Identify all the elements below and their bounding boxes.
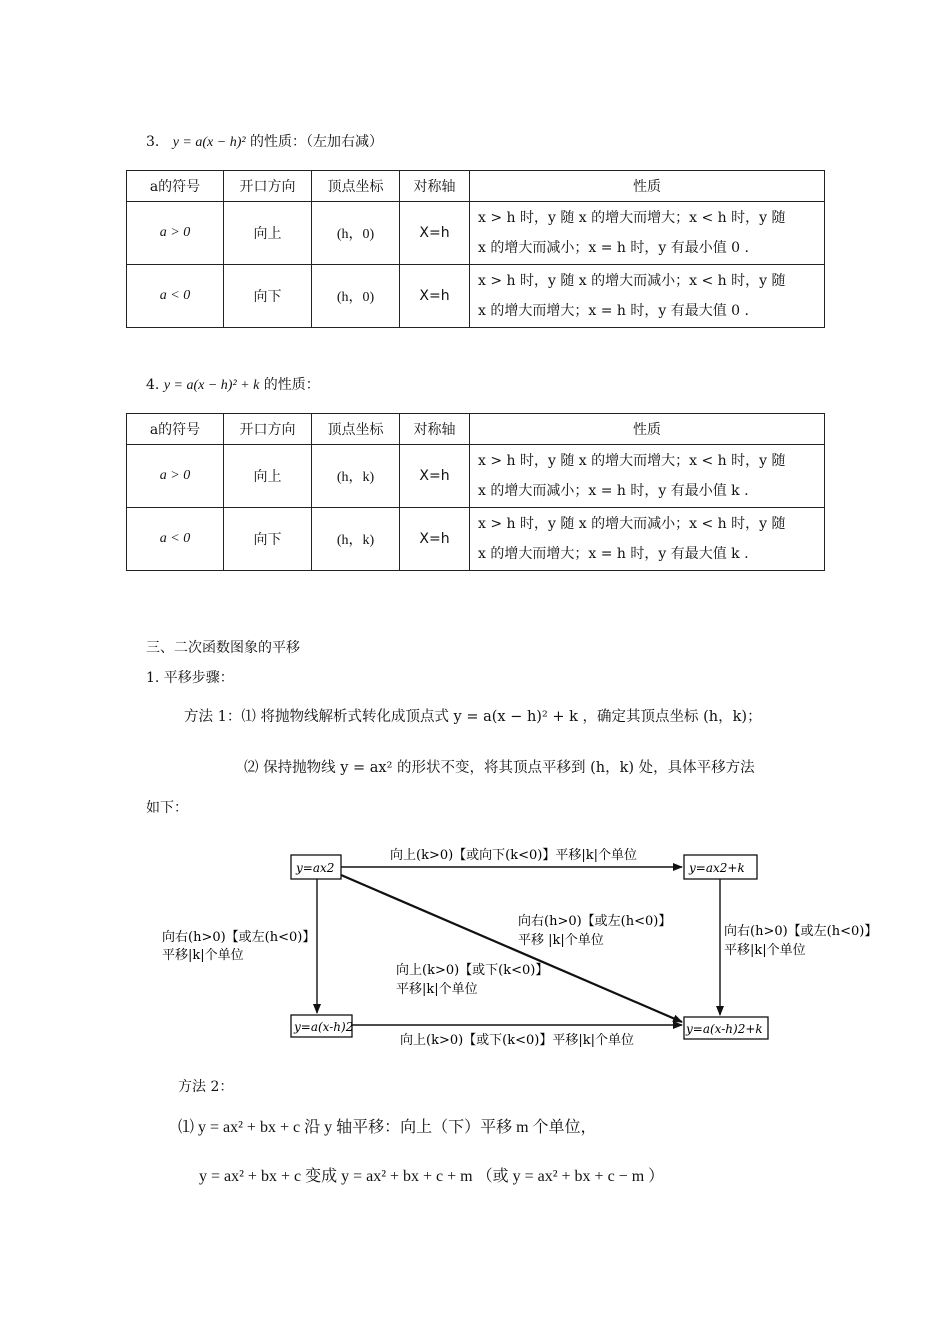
cell-axis: X=h (400, 445, 470, 508)
top-label: 向上(k>0)【或向下(k<0)】平移|k|个单位 (390, 848, 638, 863)
translation-diagram (0, 835, 950, 1075)
cell-axis: X=h (400, 202, 470, 265)
property-line-1: x > h 时，y 随 x 的增大而增大；x < h 时，y 随 (478, 210, 786, 226)
section4-number: 4. (146, 377, 160, 393)
method1-continue: 如下： (146, 800, 188, 816)
box-top-left-label: y=ax2 (296, 861, 335, 875)
property-line-1: x > h 时，y 随 x 的增大而减小；x < h 时，y 随 (478, 273, 786, 289)
diag-label-4: 平移|k|个单位 (396, 982, 478, 997)
table-row (127, 265, 825, 328)
section4-heading (146, 374, 320, 394)
diag-label-3: 向上(k>0)【或下(k<0)】 (396, 963, 549, 978)
step-title: 1. 平移步骤： (146, 670, 234, 686)
cell-vertex: (h，0) (312, 202, 400, 265)
cell-property (470, 445, 825, 508)
arrow-diagonal (341, 875, 682, 1022)
cell-vertex: (h，k) (312, 445, 400, 508)
property-line-2: x 的增大而增大；x = h 时，y 有最大值 k . (478, 546, 749, 562)
section4-formula: y = a(x − h)² + k (163, 378, 260, 393)
header-axis: 对称轴 (400, 171, 470, 202)
header-property: 性质 (470, 171, 825, 202)
cell-direction: 向下 (224, 265, 312, 328)
header-property: 性质 (470, 414, 825, 445)
box-bottom-left-label: y=a(x-h)2 (294, 1020, 354, 1034)
header-direction: 开口方向 (224, 171, 312, 202)
table-row (127, 508, 825, 571)
method1-step1: 方法 1：⑴ 将抛物线解析式转化成顶点式 y = a(x − h)² + k ，确定其顶点坐标 (h，k)； (184, 709, 762, 725)
property-line-2: x 的增大而减小；x = h 时，y 有最小值 k . (478, 483, 749, 499)
property-line-1: x > h 时，y 随 x 的增大而减小；x < h 时，y 随 (478, 516, 786, 532)
cell-sign: a < 0 (127, 265, 224, 328)
property-line-1: x > h 时，y 随 x 的增大而增大；x < h 时，y 随 (478, 453, 786, 469)
cell-sign: a > 0 (127, 202, 224, 265)
cell-direction: 向上 (224, 202, 312, 265)
section3-number: 3. (146, 134, 160, 150)
box-top-right (684, 855, 757, 879)
left-label-1: 向右(h>0)【或左(h<0)】 (162, 930, 316, 945)
header-sign: a的符号 (127, 171, 224, 202)
section3-formula: y = a(x − h)² (172, 135, 246, 150)
cell-property (470, 202, 825, 265)
section3-suffix: 的性质：（左加右减） (250, 134, 384, 150)
cell-direction: 向下 (224, 508, 312, 571)
cell-sign: a < 0 (127, 508, 224, 571)
right-label-1: 向右(h>0)【或左(h<0)】 (724, 924, 878, 939)
method1-step2: ⑵ 保持抛物线 y = ax² 的形状不变，将其顶点平移到 (h，k) 处，具体平移方法 (244, 760, 755, 776)
part3-title: 三、二次函数图象的平移 (146, 640, 300, 656)
header-sign: a的符号 (127, 414, 224, 445)
box-top-right-label: y=ax2+k (689, 861, 745, 875)
box-bottom-left (291, 1015, 353, 1037)
box-bottom-right (684, 1017, 768, 1039)
property-line-2: x 的增大而增大；x = h 时，y 有最大值 0 . (478, 303, 749, 319)
cell-sign: a > 0 (127, 445, 224, 508)
method2-step1: ⑴ y = ax² + bx + c 沿 y 轴平移：向上（下）平移 m 个单位， (178, 1119, 597, 1136)
method2-title: 方法 2： (178, 1079, 234, 1095)
header-axis: 对称轴 (400, 414, 470, 445)
section3-heading (146, 131, 383, 151)
box-top-left (291, 855, 341, 879)
left-label-2: 平移|k|个单位 (162, 948, 244, 963)
property-line-2: x 的增大而减小；x = h 时，y 有最小值 0 . (478, 240, 749, 256)
cell-property (470, 508, 825, 571)
section4-table (126, 413, 825, 571)
box-bottom-right-label: y=a(x-h)2+k (686, 1022, 763, 1036)
method2-step1-result: y = ax² + bx + c 变成 y = ax² + bx + c + m （或 y = ax² + bx + c − m ） (199, 1168, 665, 1185)
cell-vertex: (h，0) (312, 265, 400, 328)
diag-label-2: 平移 |k|个单位 (518, 933, 604, 948)
table-header-row (127, 414, 825, 445)
header-vertex: 顶点坐标 (312, 171, 400, 202)
diag-label-1: 向右(h>0)【或左(h<0)】 (518, 914, 672, 929)
header-direction: 开口方向 (224, 414, 312, 445)
cell-axis: X=h (400, 508, 470, 571)
cell-direction: 向上 (224, 445, 312, 508)
bottom-label: 向上(k>0)【或下(k<0)】平移|k|个单位 (400, 1033, 635, 1048)
section3-table (126, 170, 825, 328)
table-row (127, 445, 825, 508)
table-header-row (127, 171, 825, 202)
cell-axis: X=h (400, 265, 470, 328)
header-vertex: 顶点坐标 (312, 414, 400, 445)
section4-suffix: 的性质： (263, 377, 320, 393)
cell-property (470, 265, 825, 328)
cell-vertex: (h，k) (312, 508, 400, 571)
table-row (127, 202, 825, 265)
right-label-2: 平移|k|个单位 (724, 943, 806, 958)
